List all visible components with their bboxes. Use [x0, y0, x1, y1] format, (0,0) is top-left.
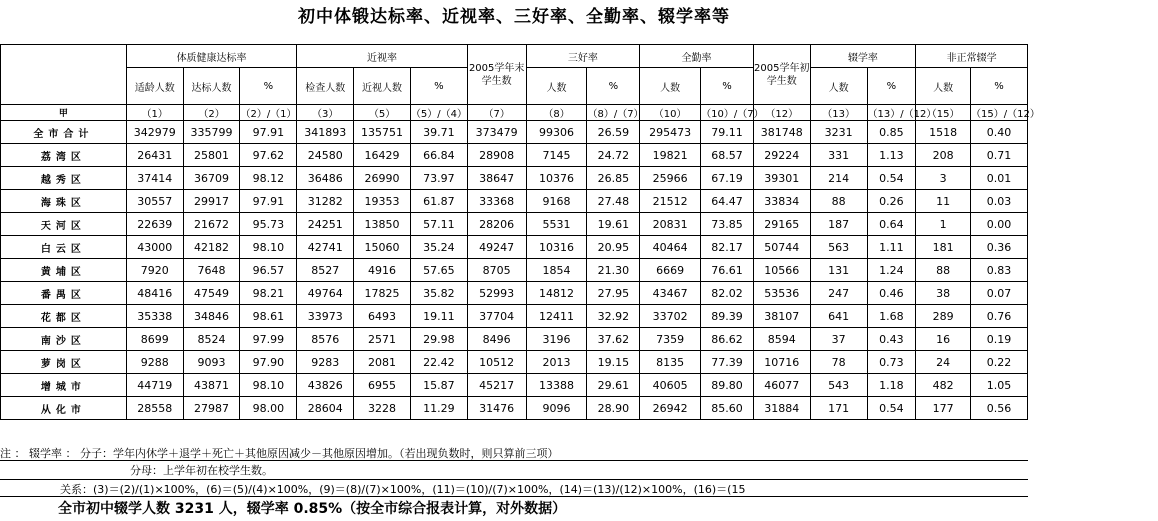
header-end-students: 2005学年末学生数 [467, 45, 526, 105]
divider [0, 496, 1028, 497]
table-cell: 61.87 [410, 190, 467, 213]
col-header: % [701, 68, 754, 105]
table-cell: 19.15 [587, 351, 640, 374]
col-index: （10）/（7） [701, 105, 754, 121]
table-cell: 15.87 [410, 374, 467, 397]
table-cell: 25801 [183, 144, 240, 167]
table-cell: 6493 [354, 305, 411, 328]
table-cell: 289 [916, 305, 971, 328]
table-cell: 98.21 [240, 282, 297, 305]
table-cell: 0.40 [971, 121, 1028, 144]
col-index: （15）/（12） [971, 105, 1028, 121]
table-cell: 98.61 [240, 305, 297, 328]
table-cell: 0.43 [867, 328, 916, 351]
table-cell: 37 [810, 328, 867, 351]
table-cell: 26.59 [587, 121, 640, 144]
table-cell: 57.65 [410, 259, 467, 282]
table-cell: 27.95 [587, 282, 640, 305]
table-cell: 171 [810, 397, 867, 420]
table-cell: 98.12 [240, 167, 297, 190]
table-cell: 38 [916, 282, 971, 305]
row-label: 番禺区 [1, 282, 127, 305]
table-cell: 16 [916, 328, 971, 351]
table-cell: 7648 [183, 259, 240, 282]
row-label: 黄埔区 [1, 259, 127, 282]
table-row [1, 351, 1028, 374]
table-cell: 48416 [126, 282, 183, 305]
table-cell: 1.18 [867, 374, 916, 397]
table-cell: 26942 [640, 397, 701, 420]
table-cell: 24.72 [587, 144, 640, 167]
table-cell: 19.11 [410, 305, 467, 328]
table-cell: 9096 [526, 397, 587, 420]
table-cell: 43000 [126, 236, 183, 259]
table-cell: 247 [810, 282, 867, 305]
col-header: 人数 [916, 68, 971, 105]
table-cell: 331 [810, 144, 867, 167]
table-cell: 0.22 [971, 351, 1028, 374]
table-cell: 39301 [753, 167, 810, 190]
table-cell: 10566 [753, 259, 810, 282]
table-cell: 43467 [640, 282, 701, 305]
table-cell: 40464 [640, 236, 701, 259]
divider [0, 460, 1028, 461]
col-index: （1） [126, 105, 183, 121]
table-cell: 64.47 [701, 190, 754, 213]
table-cell: 42182 [183, 236, 240, 259]
col-index: （8） [526, 105, 587, 121]
table-cell: 82.02 [701, 282, 754, 305]
table-cell: 12411 [526, 305, 587, 328]
table-cell: 6669 [640, 259, 701, 282]
table-cell: 8594 [753, 328, 810, 351]
table-cell: 57.11 [410, 213, 467, 236]
table-cell: 0.64 [867, 213, 916, 236]
col-index: （12） [753, 105, 810, 121]
note-denominator: 分母：上学年初在校学生数。 [130, 464, 273, 477]
table-cell: 9283 [297, 351, 354, 374]
col-header: 检查人数 [297, 68, 354, 105]
header-abnormal-dropout: 非正常辍学 [916, 45, 1028, 68]
summary-line: 全市初中辍学人数 3231 人，辍学率 0.85%（按全市综合报表计算，对外数据） [58, 501, 567, 517]
table-cell: 97.90 [240, 351, 297, 374]
col-header: % [867, 68, 916, 105]
table-cell: 88 [916, 259, 971, 282]
table-cell: 31884 [753, 397, 810, 420]
table-cell: 29917 [183, 190, 240, 213]
table-cell: 33973 [297, 305, 354, 328]
col-index: （10） [640, 105, 701, 121]
col-index: （13） [810, 105, 867, 121]
table-cell: 0.71 [971, 144, 1028, 167]
page-title: 初中体锻达标率、近视率、三好率、全勤率、辍学率等 [298, 7, 730, 27]
table-cell: 208 [916, 144, 971, 167]
table-cell: 1.11 [867, 236, 916, 259]
table-cell: 25966 [640, 167, 701, 190]
table-cell: 7359 [640, 328, 701, 351]
row-label: 增城市 [1, 374, 127, 397]
table-cell: 28908 [467, 144, 526, 167]
table-cell: 0.73 [867, 351, 916, 374]
table-row [1, 190, 1028, 213]
table-cell: 1.24 [867, 259, 916, 282]
index-jia: 甲 [1, 105, 127, 121]
table-row [1, 259, 1028, 282]
table-cell: 35.82 [410, 282, 467, 305]
table-cell: 641 [810, 305, 867, 328]
table-cell: 8576 [297, 328, 354, 351]
table-cell: 97.91 [240, 190, 297, 213]
table-cell: 335799 [183, 121, 240, 144]
row-label: 白云区 [1, 236, 127, 259]
table-cell: 26990 [354, 167, 411, 190]
table-cell: 38107 [753, 305, 810, 328]
table-row [1, 144, 1028, 167]
row-label: 全市合计 [1, 121, 127, 144]
col-header: 人数 [810, 68, 867, 105]
table-cell: 13850 [354, 213, 411, 236]
header-row-1 [1, 45, 1028, 68]
table-cell: 21512 [640, 190, 701, 213]
row-label: 天河区 [1, 213, 127, 236]
table-cell: 29.61 [587, 374, 640, 397]
divider [0, 479, 1028, 480]
table-cell: 97.62 [240, 144, 297, 167]
header-dropout: 辍学率 [810, 45, 916, 68]
header-myopia: 近视率 [297, 45, 467, 68]
col-index: （2）/（1） [240, 105, 297, 121]
table-body [1, 121, 1028, 420]
stats-table [0, 44, 1040, 420]
table-cell: 38647 [467, 167, 526, 190]
table-cell: 21.30 [587, 259, 640, 282]
table-cell: 33702 [640, 305, 701, 328]
table-cell: 89.80 [701, 374, 754, 397]
table-cell: 2571 [354, 328, 411, 351]
table-cell: 24580 [297, 144, 354, 167]
table-cell: 295473 [640, 121, 701, 144]
table-cell: 11.29 [410, 397, 467, 420]
table-cell: 42741 [297, 236, 354, 259]
col-header: % [410, 68, 467, 105]
col-index: （3） [297, 105, 354, 121]
col-index: （5）/（4） [410, 105, 467, 121]
table-cell: 36709 [183, 167, 240, 190]
table-cell: 43871 [183, 374, 240, 397]
table-cell: 1854 [526, 259, 587, 282]
table-cell: 8699 [126, 328, 183, 351]
table-cell: 28206 [467, 213, 526, 236]
row-label: 越秀区 [1, 167, 127, 190]
table-row [1, 328, 1028, 351]
table-cell: 67.19 [701, 167, 754, 190]
table-cell: 37.62 [587, 328, 640, 351]
table-cell: 9168 [526, 190, 587, 213]
table-cell: 31476 [467, 397, 526, 420]
table-cell: 97.91 [240, 121, 297, 144]
table-cell: 24 [916, 351, 971, 374]
table-cell: 0.56 [971, 397, 1028, 420]
table-cell: 8524 [183, 328, 240, 351]
table-cell: 0.26 [867, 190, 916, 213]
table-cell: 10716 [753, 351, 810, 374]
note-dropout-definition: 注 ： 辍学率 ： 分子：学年内休学＋退学＋死亡＋其他原因减少－其他原因增加。（若出现负数时，则只算前三项） [0, 447, 559, 460]
table-cell: 8705 [467, 259, 526, 282]
table-cell: 28604 [297, 397, 354, 420]
col-header: 适龄人数 [126, 68, 183, 105]
table-cell: 7920 [126, 259, 183, 282]
table-cell: 1.05 [971, 374, 1028, 397]
table-cell: 73.85 [701, 213, 754, 236]
table-cell: 50744 [753, 236, 810, 259]
table-row [1, 282, 1028, 305]
table-cell: 44719 [126, 374, 183, 397]
table-cell: 7145 [526, 144, 587, 167]
header-attendance: 全勤率 [640, 45, 754, 68]
table-cell: 39.71 [410, 121, 467, 144]
table-cell: 40605 [640, 374, 701, 397]
table-cell: 0.03 [971, 190, 1028, 213]
table-cell: 8135 [640, 351, 701, 374]
table-cell: 76.61 [701, 259, 754, 282]
table-cell: 26431 [126, 144, 183, 167]
table-cell: 563 [810, 236, 867, 259]
table-cell: 1.68 [867, 305, 916, 328]
table-cell: 131 [810, 259, 867, 282]
table-cell: 4916 [354, 259, 411, 282]
col-header: 人数 [526, 68, 587, 105]
table-cell: 66.84 [410, 144, 467, 167]
table-cell: 32.92 [587, 305, 640, 328]
table-cell: 214 [810, 167, 867, 190]
table-cell: 0.85 [867, 121, 916, 144]
table-cell: 77.39 [701, 351, 754, 374]
table-cell: 0.00 [971, 213, 1028, 236]
col-index: （13）/（12） [867, 105, 916, 121]
table-cell: 1.13 [867, 144, 916, 167]
row-label: 萝岗区 [1, 351, 127, 374]
table-cell: 29.98 [410, 328, 467, 351]
table-cell: 26.85 [587, 167, 640, 190]
table-cell: 27.48 [587, 190, 640, 213]
table-cell: 49247 [467, 236, 526, 259]
table-cell: 73.97 [410, 167, 467, 190]
table-cell: 28.90 [587, 397, 640, 420]
col-index: （2） [183, 105, 240, 121]
col-header: 达标人数 [183, 68, 240, 105]
table-cell: 37414 [126, 167, 183, 190]
table-cell: 24251 [297, 213, 354, 236]
table-cell: 79.11 [701, 121, 754, 144]
table-cell: 181 [916, 236, 971, 259]
table-cell: 8496 [467, 328, 526, 351]
table-cell: 15060 [354, 236, 411, 259]
table-cell: 29165 [753, 213, 810, 236]
table-cell: 88 [810, 190, 867, 213]
table-cell: 14812 [526, 282, 587, 305]
table-row [1, 397, 1028, 420]
header-start-students: 2005学年初学生数 [753, 45, 810, 105]
table-cell: 0.76 [971, 305, 1028, 328]
table-cell: 10316 [526, 236, 587, 259]
header-merit: 三好率 [526, 45, 640, 68]
table-row [1, 121, 1028, 144]
table-cell: 6955 [354, 374, 411, 397]
table-cell: 35338 [126, 305, 183, 328]
table-cell: 29224 [753, 144, 810, 167]
table-cell: 22639 [126, 213, 183, 236]
table-cell: 28558 [126, 397, 183, 420]
table-cell: 36486 [297, 167, 354, 190]
table-cell: 98.00 [240, 397, 297, 420]
table-cell: 53536 [753, 282, 810, 305]
table-cell: 34846 [183, 305, 240, 328]
table-row [1, 213, 1028, 236]
table-cell: 135751 [354, 121, 411, 144]
table-cell: 187 [810, 213, 867, 236]
table-cell: 0.36 [971, 236, 1028, 259]
table-cell: 33834 [753, 190, 810, 213]
col-header: % [240, 68, 297, 105]
table-cell: 37704 [467, 305, 526, 328]
table-cell: 341893 [297, 121, 354, 144]
table-cell: 373479 [467, 121, 526, 144]
row-label: 从化市 [1, 397, 127, 420]
table-cell: 10512 [467, 351, 526, 374]
table-cell: 27987 [183, 397, 240, 420]
table-cell: 9093 [183, 351, 240, 374]
table-cell: 43826 [297, 374, 354, 397]
table-cell: 8527 [297, 259, 354, 282]
table-cell: 3231 [810, 121, 867, 144]
table-cell: 98.10 [240, 236, 297, 259]
table-cell: 1518 [916, 121, 971, 144]
table-cell: 30557 [126, 190, 183, 213]
table-cell: 86.62 [701, 328, 754, 351]
col-header: % [971, 68, 1028, 105]
col-header: 近视人数 [354, 68, 411, 105]
table-cell: 482 [916, 374, 971, 397]
table-cell: 99306 [526, 121, 587, 144]
table-cell: 52993 [467, 282, 526, 305]
table-row [1, 167, 1028, 190]
table-cell: 82.17 [701, 236, 754, 259]
table-cell: 96.57 [240, 259, 297, 282]
note-formulas: 关系：(3)＝(2)/(1)×100%，(6)＝(5)/(4)×100%，(9)＝(8)/(7)×100%，(11)＝(10)/(7)×100%，(14)＝(13)/(12)×100%，(16)＝(15 [60, 483, 746, 496]
table-cell: 381748 [753, 121, 810, 144]
table-row [1, 374, 1028, 397]
table-cell: 342979 [126, 121, 183, 144]
table-cell: 3228 [354, 397, 411, 420]
table-cell: 0.54 [867, 167, 916, 190]
table-cell: 2013 [526, 351, 587, 374]
table-cell: 21672 [183, 213, 240, 236]
table-cell: 68.57 [701, 144, 754, 167]
table-cell: 85.60 [701, 397, 754, 420]
table-cell: 543 [810, 374, 867, 397]
table-row [1, 236, 1028, 259]
table-cell: 11 [916, 190, 971, 213]
table-cell: 0.07 [971, 282, 1028, 305]
table-cell: 19353 [354, 190, 411, 213]
table-row [1, 305, 1028, 328]
table-cell: 89.39 [701, 305, 754, 328]
table-cell: 19821 [640, 144, 701, 167]
index-row [1, 105, 1028, 121]
table-cell: 177 [916, 397, 971, 420]
table-cell: 9288 [126, 351, 183, 374]
table-cell: 97.99 [240, 328, 297, 351]
table-cell: 1 [916, 213, 971, 236]
table-cell: 0.46 [867, 282, 916, 305]
table-cell: 3 [916, 167, 971, 190]
row-label: 花都区 [1, 305, 127, 328]
table-cell: 10376 [526, 167, 587, 190]
table-cell: 2081 [354, 351, 411, 374]
col-index: （5） [354, 105, 411, 121]
table-cell: 78 [810, 351, 867, 374]
table-cell: 17825 [354, 282, 411, 305]
table-cell: 46077 [753, 374, 810, 397]
table-cell: 45217 [467, 374, 526, 397]
table-cell: 0.54 [867, 397, 916, 420]
col-header: 人数 [640, 68, 701, 105]
row-label: 荔湾区 [1, 144, 127, 167]
table-cell: 0.19 [971, 328, 1028, 351]
table-cell: 19.61 [587, 213, 640, 236]
table-cell: 98.10 [240, 374, 297, 397]
col-index: （8）/（7） [587, 105, 640, 121]
table-cell: 47549 [183, 282, 240, 305]
table-cell: 5531 [526, 213, 587, 236]
table-cell: 33368 [467, 190, 526, 213]
table-cell: 22.42 [410, 351, 467, 374]
table-cell: 16429 [354, 144, 411, 167]
header-fitness: 体质健康达标率 [126, 45, 296, 68]
table-cell: 95.73 [240, 213, 297, 236]
table-cell: 31282 [297, 190, 354, 213]
table-cell: 0.01 [971, 167, 1028, 190]
col-index: （7） [467, 105, 526, 121]
table-cell: 0.83 [971, 259, 1028, 282]
table-cell: 49764 [297, 282, 354, 305]
header-blank [1, 45, 127, 105]
row-label: 南沙区 [1, 328, 127, 351]
col-header: % [587, 68, 640, 105]
table-cell: 20831 [640, 213, 701, 236]
table-cell: 13388 [526, 374, 587, 397]
table-cell: 35.24 [410, 236, 467, 259]
table-cell: 3196 [526, 328, 587, 351]
col-index: （15） [916, 105, 971, 121]
row-label: 海珠区 [1, 190, 127, 213]
table-cell: 20.95 [587, 236, 640, 259]
